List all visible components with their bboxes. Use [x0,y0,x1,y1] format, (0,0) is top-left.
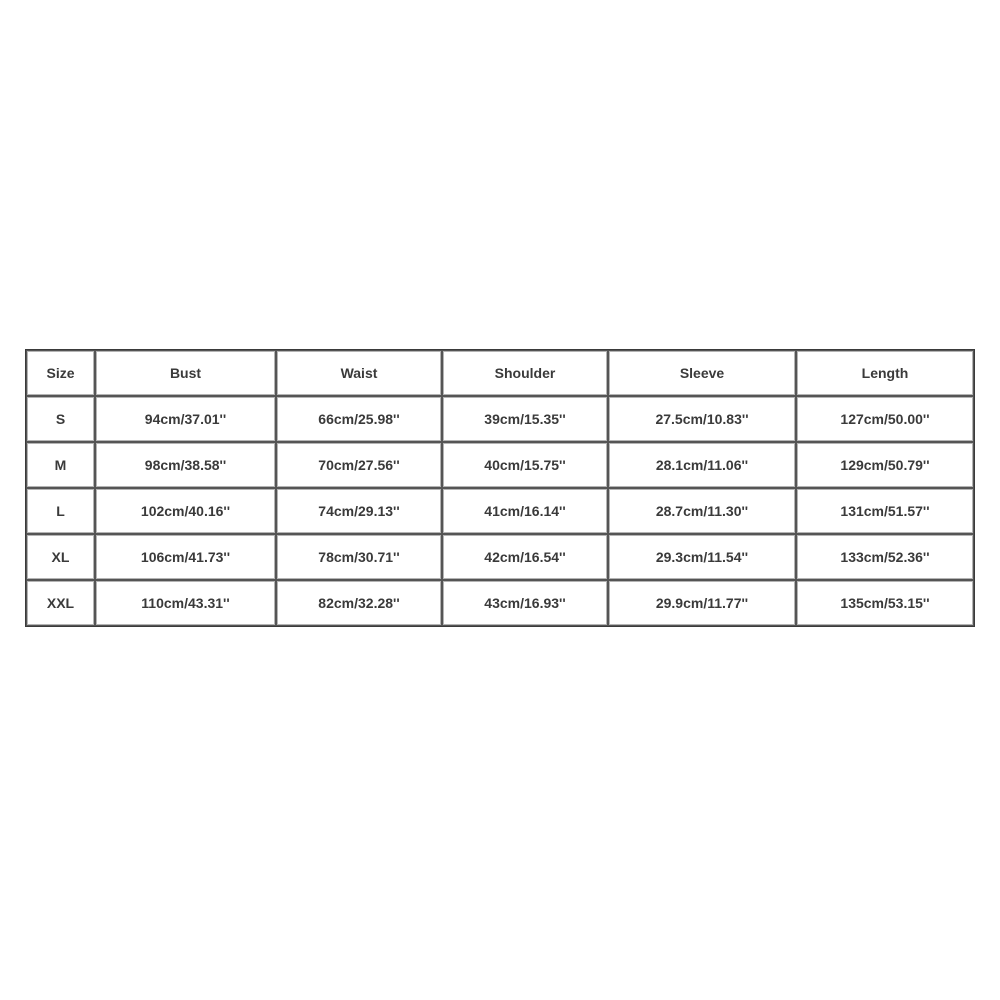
header-bust: Bust [95,350,276,396]
sleeve-cell: 28.1cm/11.06'' [608,442,796,488]
header-shoulder: Shoulder [442,350,608,396]
sleeve-cell: 29.3cm/11.54'' [608,534,796,580]
bust-cell: 110cm/43.31'' [95,580,276,626]
length-cell: 131cm/51.57'' [796,488,974,534]
table-row [26,580,974,626]
shoulder-cell: 42cm/16.54'' [442,534,608,580]
waist-cell: 66cm/25.98'' [276,396,442,442]
sleeve-cell: 27.5cm/10.83'' [608,396,796,442]
header-size: Size [26,350,95,396]
bust-cell: 94cm/37.01'' [95,396,276,442]
waist-cell: 74cm/29.13'' [276,488,442,534]
shoulder-cell: 39cm/15.35'' [442,396,608,442]
table-row [26,442,974,488]
bust-cell: 102cm/40.16'' [95,488,276,534]
length-cell: 127cm/50.00'' [796,396,974,442]
shoulder-cell: 41cm/16.14'' [442,488,608,534]
header-length: Length [796,350,974,396]
waist-cell: 82cm/32.28'' [276,580,442,626]
size-cell: XXL [26,580,95,626]
table-row [26,534,974,580]
table-row [26,488,974,534]
header-waist: Waist [276,350,442,396]
size-cell: M [26,442,95,488]
length-cell: 129cm/50.79'' [796,442,974,488]
waist-cell: 78cm/30.71'' [276,534,442,580]
table-row [26,396,974,442]
shoulder-cell: 40cm/15.75'' [442,442,608,488]
bust-cell: 106cm/41.73'' [95,534,276,580]
sleeve-cell: 28.7cm/11.30'' [608,488,796,534]
table-header-row [26,350,974,396]
length-cell: 135cm/53.15'' [796,580,974,626]
waist-cell: 70cm/27.56'' [276,442,442,488]
size-cell: XL [26,534,95,580]
bust-cell: 98cm/38.58'' [95,442,276,488]
sleeve-cell: 29.9cm/11.77'' [608,580,796,626]
header-sleeve: Sleeve [608,350,796,396]
size-cell: L [26,488,95,534]
shoulder-cell: 43cm/16.93'' [442,580,608,626]
size-cell: S [26,396,95,442]
size-chart-table [25,349,975,627]
length-cell: 133cm/52.36'' [796,534,974,580]
